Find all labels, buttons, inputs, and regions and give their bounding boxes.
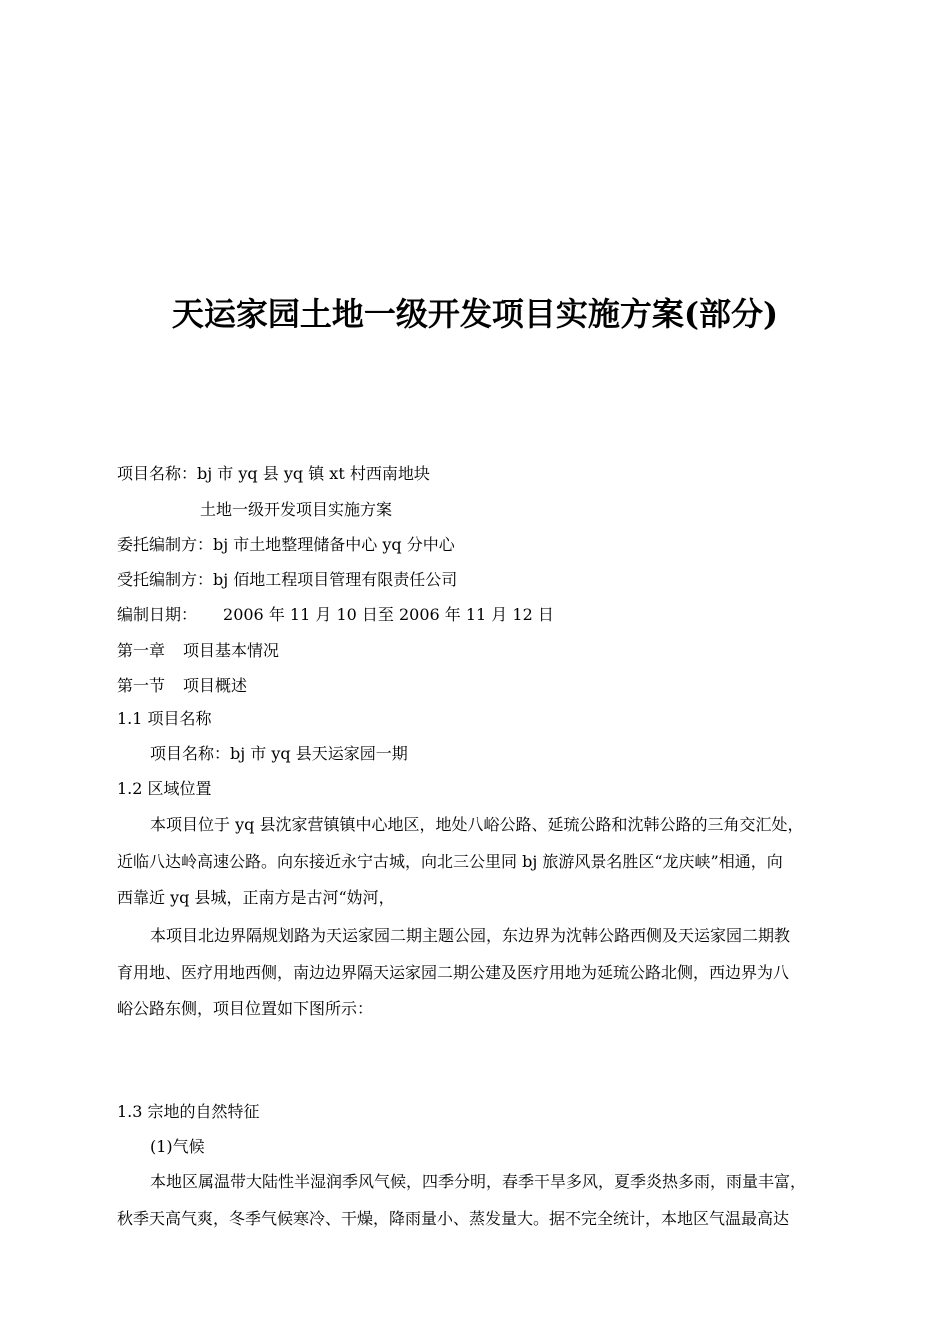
paragraph-1-2a-line-2: 近临八达岭高速公路。向东接近永宁古城，向北三公里同 bj 旅游风景名胜区“龙庆峡”相通，向 [117,852,783,871]
chapter-title: 项目基本情况 [183,641,280,660]
heading-1-2: 1.2 区域位置 [117,779,212,798]
subheading-climate: (1)气候 [150,1137,205,1156]
section-title: 项目概述 [183,676,248,695]
paragraph-1-3-line-1: 本地区属温带大陆性半湿润季风气候，四季分明，春季干旱多风，夏季炎热多雨，雨量丰富， [150,1172,807,1191]
paragraph-1-2b-line-1: 本项目北边界隔规划路为天运家园二期主题公园，东边界为沈韩公路西侧及天运家园二期教 [150,926,791,945]
entrusted-value: bj 佰地工程项目管理有限责任公司 [213,570,458,589]
date-line [117,603,554,627]
heading-1-1: 1.1 项目名称 [117,709,212,728]
heading-1-3: 1.3 宗地的自然特征 [117,1102,260,1121]
commission-value: bj 市土地整理储备中心 yq 分中心 [213,535,455,554]
paragraph-1-2b-line-2: 育用地、医疗用地西侧，南边边界隔天运家园二期公建及医疗用地为延琉公路北侧，西边界为八 [117,963,790,982]
project-name-continuation: 土地一级开发项目实施方案 [200,500,393,519]
date-label: 编制日期： [117,605,198,624]
paragraph-1-2a-line-1: 本项目位于 yq 县沈家营镇镇中心地区，地处八峪公路、延琉公路和沈韩公路的三角交汇处， [150,815,804,834]
project-name-label: 项目名称： [117,464,198,483]
chapter-heading [117,639,279,663]
paragraph-1-2a-line-3: 西靠近 yq 县城，正南方是古河“妫河， [117,888,395,907]
paragraph-1-3-line-2: 秋季天高气爽，冬季气候寒冷、干燥，降雨量小、蒸发量大。据不完全统计，本地区气温最高达 [117,1209,790,1228]
commission-line [117,533,455,557]
document-title: 天运家园土地一级开发项目实施方案(部分) [171,295,779,333]
entrusted-label: 受托编制方： [117,570,214,589]
date-value: 2006 年 11 月 10 日至 2006 年 11 月 12 日 [223,605,554,624]
project-name-line [117,462,430,486]
entrusted-line [117,568,457,592]
paragraph-1-2b-line-3: 峪公路东侧，项目位置如下图所示： [117,999,374,1018]
chapter-number: 第一章 [117,641,166,660]
section-number: 第一节 [117,676,166,695]
commission-label: 委托编制方： [117,535,214,554]
project-name-value: bj 市 yq 县 yq 镇 xt 村西南地块 [197,464,430,483]
section-heading [117,674,247,698]
paragraph-1-1: 项目名称：bj 市 yq 县天运家园一期 [150,744,408,763]
